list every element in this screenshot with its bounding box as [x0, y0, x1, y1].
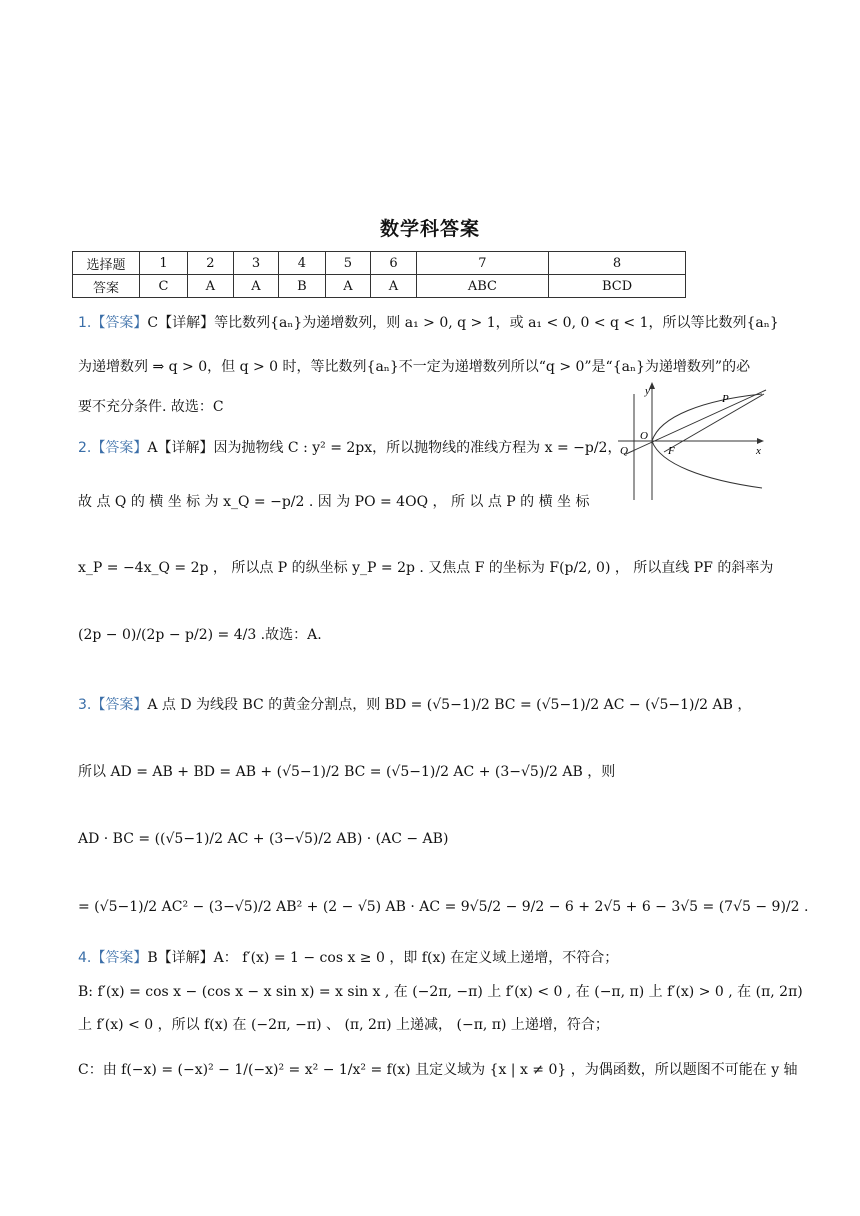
table-cell: A — [188, 275, 234, 298]
table-cell: 1 — [140, 252, 188, 275]
q3-line-4: = (√5−1)/2 AC² − (3−√5)/2 AB² + (2 − √5) AB · AC = 9√5/2 − 9/2 − 6 + 2√5 + 6 − 3√5 = (7√5 − 9)/2 . — [78, 899, 809, 915]
q4-line-2: B: f′(x) = cos x − (cos x − x sin x) = x sin x , 在 (−2π, −π) 上 f′(x) < 0 , 在 (−π, π) 上 f′(x) > 0 , 在 (π, 2π) — [78, 984, 803, 1000]
solution-text: C【详解】等比数列{aₙ}为递增数列，则 a₁ > 0, q > 1，或 a₁ < 0, 0 < q < 1，所以等比数列{aₙ} — [147, 315, 779, 331]
table-cell: 4 — [279, 252, 325, 275]
line-pq — [626, 390, 766, 454]
table-header-cell: 答案 — [73, 275, 140, 298]
table-cell: A — [371, 275, 417, 298]
page-title: 数学科答案 — [379, 218, 480, 240]
table-cell: B — [279, 275, 325, 298]
label-q: Q — [620, 445, 628, 457]
q2-line-1 — [78, 438, 621, 458]
x-axis-arrow — [757, 438, 764, 444]
table-cell: A — [233, 275, 279, 298]
solution-text: A 点 D 为线段 BC 的黄金分割点，则 BD = (√5−1)/2 BC = (√5−1)/2 AC − (√5−1)/2 AB ， — [147, 697, 752, 713]
label-y: y — [645, 385, 650, 397]
answer-tag: 1.【答案】 — [78, 315, 148, 331]
q1-line-3: 要不充分条件. 故选：C — [78, 399, 224, 415]
label-p: P — [722, 393, 729, 405]
answer-tag: 2.【答案】 — [78, 440, 148, 456]
solution-text: A【详解】因为抛物线 C : y² = 2px，所以抛物线的准线方程为 x = −p/2， — [147, 440, 622, 456]
q4-line-1 — [78, 948, 618, 968]
table-cell: C — [140, 275, 188, 298]
q2-line-3: x_P = −4x_Q = 2p ， 所以点 P 的纵坐标 y_P = 2p . 又焦点 F 的坐标为 F(p/2, 0) ， 所以直线 PF 的斜率为 — [78, 560, 774, 576]
q1-line-2: 为递增数列 ⇒ q > 0，但 q > 0 时，等比数列{aₙ}不一定为递增数列所以“q > 0”是“{aₙ}为递增数列”的必 — [78, 359, 751, 375]
label-o: O — [640, 430, 648, 442]
table-row — [73, 275, 686, 298]
q2-line-4: (2p − 0)/(2p − p/2) = 4/3 .故选：A. — [78, 627, 322, 643]
parabola-figure — [604, 380, 774, 504]
table-cell: 6 — [371, 252, 417, 275]
q3-line-1 — [78, 695, 751, 715]
q4-line-4: C：由 f(−x) = (−x)² − 1/(−x)² = x² − 1/x² = f(x) 且定义域为 {x | x ≠ 0} ，为偶函数，所以题图不可能在 y 轴 — [78, 1062, 798, 1078]
solution-text: B【详解】A： f′(x) = 1 − cos x ≥ 0 ，即 f(x) 在定义域上递增，不符合； — [147, 950, 619, 966]
q1-line-1 — [78, 313, 779, 333]
answer-tag: 3.【答案】 — [78, 697, 148, 713]
q3-line-2: 所以 AD = AB + BD = AB + (√5−1)/2 BC = (√5−1)/2 AC + (3−√5)/2 AB ，则 — [78, 764, 616, 780]
q2-line-2: 故 点 Q 的 横 坐 标 为 x_Q = −p/2 . 因 为 PO = 4OQ ， 所 以 点 P 的 横 坐 标 — [78, 494, 590, 510]
line-pf — [664, 394, 764, 452]
table-cell: BCD — [549, 275, 686, 298]
table-cell: ABC — [416, 275, 548, 298]
y-axis-arrow — [649, 382, 655, 389]
label-x: x — [756, 445, 761, 457]
table-cell: 2 — [188, 252, 234, 275]
table-cell: 7 — [416, 252, 548, 275]
answer-table — [72, 251, 686, 298]
label-f: F — [668, 445, 675, 457]
answer-tag: 4.【答案】 — [78, 950, 148, 966]
q3-line-3: AD · BC = ((√5−1)/2 AC + (3−√5)/2 AB) · (AC − AB) — [78, 831, 449, 847]
table-cell: 5 — [325, 252, 371, 275]
table-cell: 8 — [549, 252, 686, 275]
table-header-cell: 选择题 — [73, 252, 140, 275]
q4-line-3: 上 f′(x) < 0 ，所以 f(x) 在 (−2π, −π) 、 (π, 2π) 上递减， (−π, π) 上递增，符合； — [78, 1017, 609, 1033]
table-cell: 3 — [233, 252, 279, 275]
table-cell: A — [325, 275, 371, 298]
table-row — [73, 252, 686, 275]
